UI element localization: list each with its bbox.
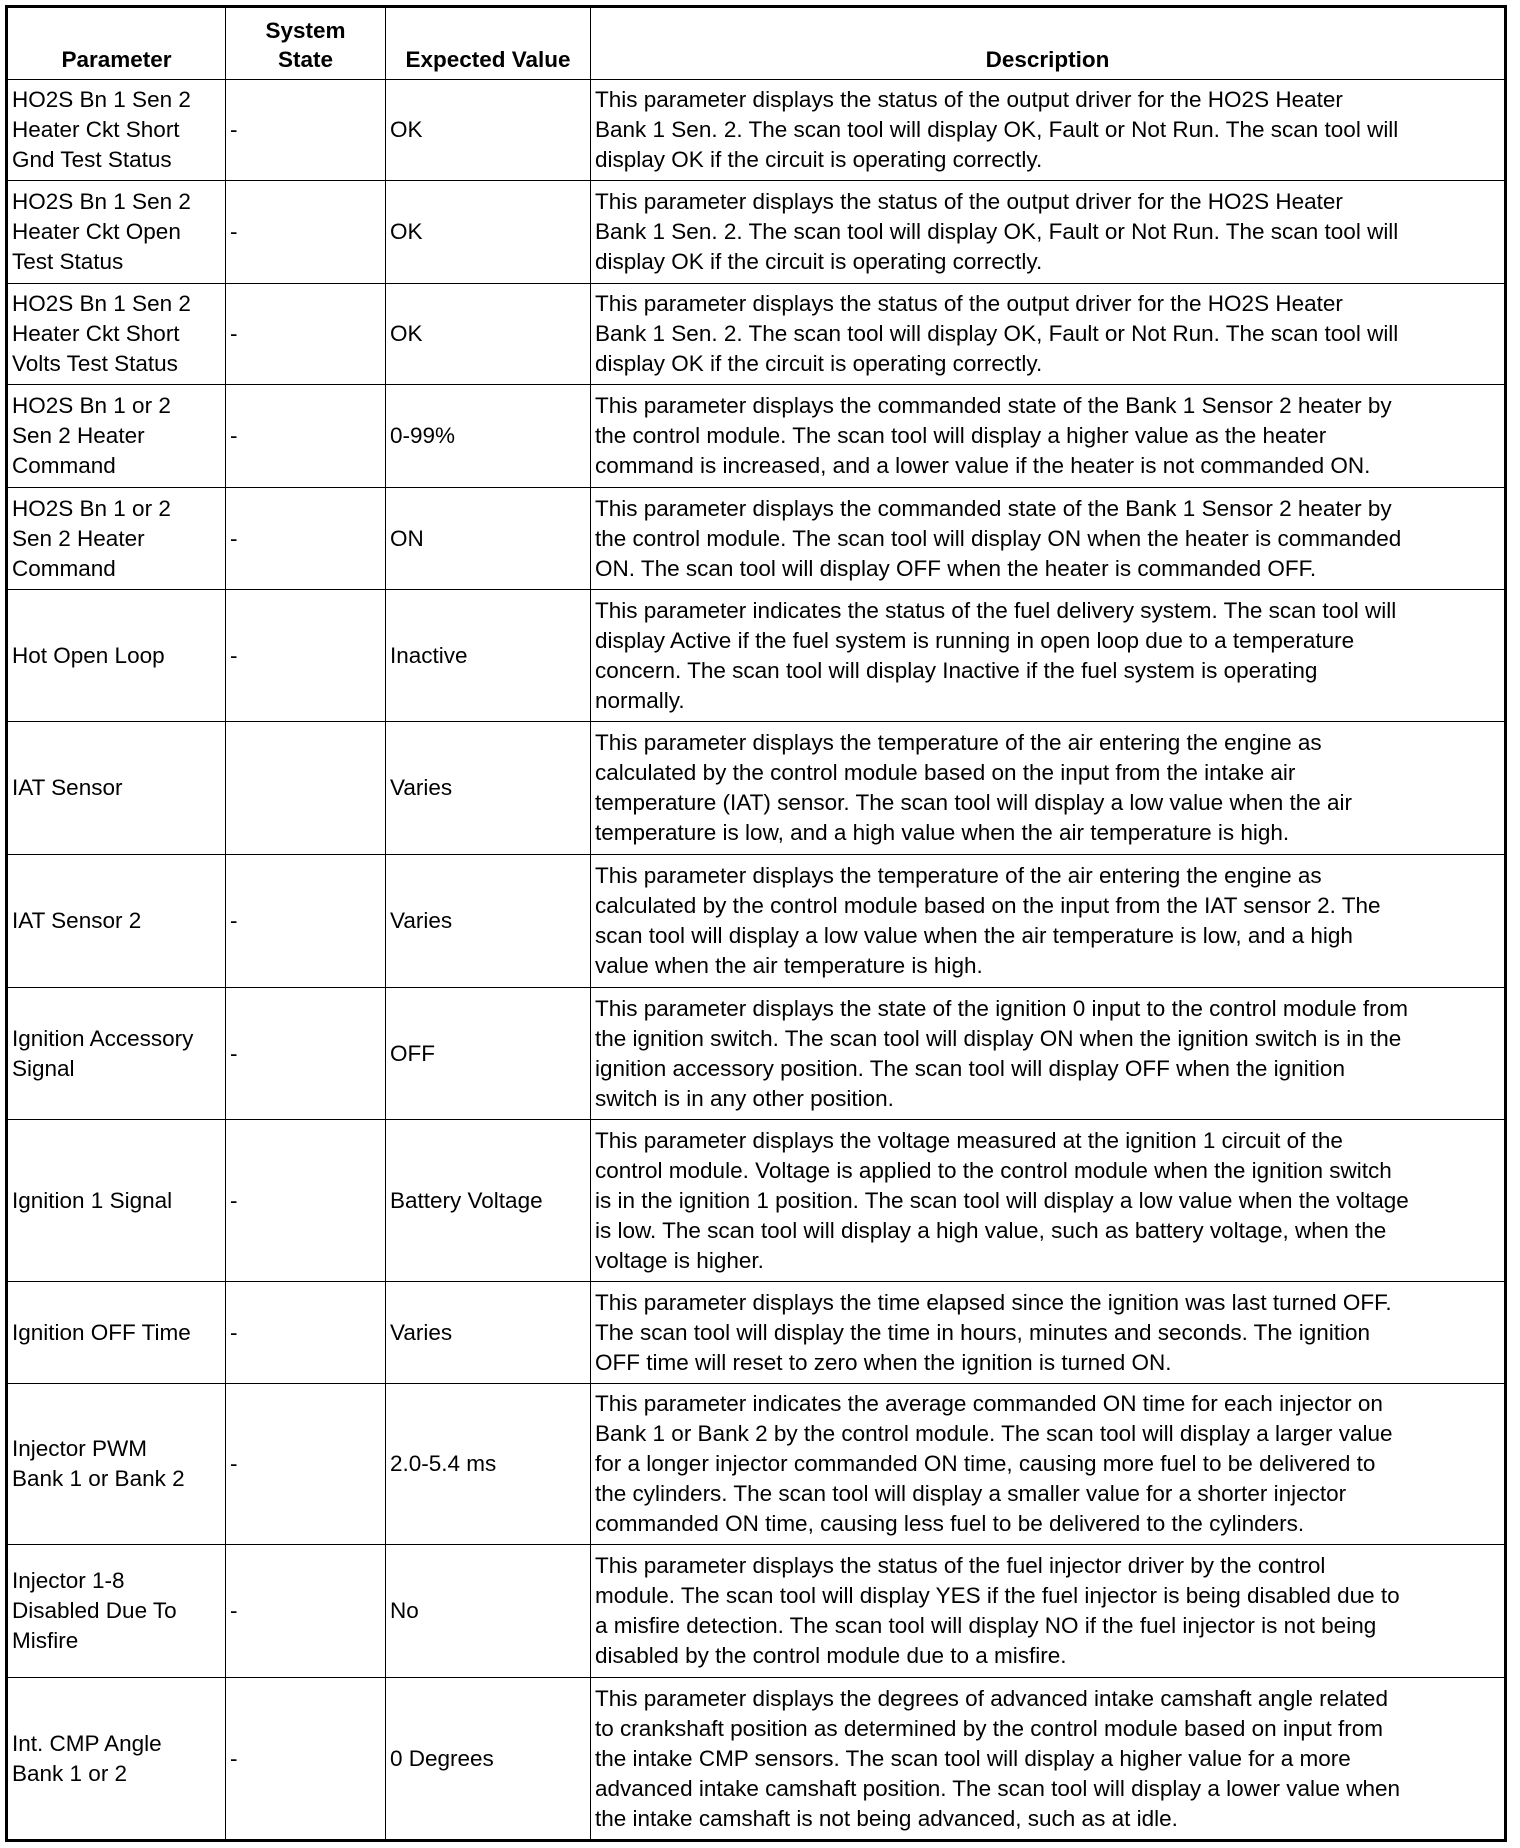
header-system-state-line: System xyxy=(265,18,346,43)
table-row xyxy=(7,284,1506,385)
table-row xyxy=(7,1384,1506,1545)
description-cell-line: value when the air temperature is high. xyxy=(595,953,983,978)
parameter-cell-line: Injector 1-8 xyxy=(12,1568,125,1593)
parameter-cell-line: Disabled Due To xyxy=(12,1598,177,1623)
description-cell-line: This parameter displays the temperature of the air entering the engine as xyxy=(595,863,1322,888)
parameter-cell-line: HO2S Bn 1 or 2 xyxy=(12,495,171,521)
description-cell-line: ON. The scan tool will display OFF when the heater is commanded OFF. xyxy=(595,555,1317,581)
description-cell-line: module. The scan tool will display YES if the fuel injector is being disabled due to xyxy=(595,1583,1400,1608)
description-cell-line: is in the ignition 1 position. The scan tool will display a low value when the voltage xyxy=(595,1187,1409,1213)
description-cell xyxy=(591,722,1506,855)
description-cell-line: voltage is higher. xyxy=(595,1247,764,1273)
description-cell xyxy=(591,488,1506,590)
description-cell-line: the intake camshaft is not being advanced, such as at idle. xyxy=(595,1805,1178,1831)
description-cell xyxy=(591,988,1506,1120)
parameter-cell xyxy=(7,590,226,722)
system-state-cell: - xyxy=(226,1120,386,1282)
description-cell-line: This parameter displays the status of the output driver for the HO2S Heater xyxy=(595,87,1343,112)
description-cell xyxy=(591,590,1506,722)
expected-value-cell: Varies xyxy=(386,855,591,988)
header-system-state-line: State xyxy=(277,47,334,72)
description-cell-line: This parameter displays the temperature of the air entering the engine as xyxy=(595,730,1322,755)
description-cell-line: Bank 1 Sen. 2. The scan tool will display OK, Fault or Not Run. The scan tool will xyxy=(595,321,1399,346)
description-cell-line: calculated by the control module based on the input from the IAT sensor 2. The xyxy=(595,893,1381,918)
parameter-cell xyxy=(7,1282,226,1384)
description-cell-line: a misfire detection. The scan tool will display NO if the fuel injector is not being xyxy=(595,1613,1377,1638)
header-parameter: Parameter xyxy=(7,7,226,80)
parameter-cell-line: Bank 1 or Bank 2 xyxy=(12,1466,185,1491)
parameter-cell-line: HO2S Bn 1 Sen 2 xyxy=(12,87,191,112)
parameter-cell xyxy=(7,80,226,181)
table-row xyxy=(7,80,1506,181)
table-row xyxy=(7,988,1506,1120)
header-system-state xyxy=(226,7,386,80)
system-state-cell: - xyxy=(226,1384,386,1545)
description-cell-line: Bank 1 Sen. 2. The scan tool will display OK, Fault or Not Run. The scan tool will xyxy=(595,219,1399,244)
expected-value-cell: Varies xyxy=(386,722,591,855)
expected-value-cell: OK xyxy=(386,181,591,284)
description-cell-line: control module. Voltage is applied to the control module when the ignition switch xyxy=(595,1157,1392,1183)
parameter-cell-line: Gnd Test Status xyxy=(12,147,172,172)
parameter-cell xyxy=(7,1678,226,1841)
parameter-cell xyxy=(7,1384,226,1545)
parameter-cell-line: Bank 1 or 2 xyxy=(12,1760,128,1786)
description-cell-line: Bank 1 Sen. 2. The scan tool will display OK, Fault or Not Run. The scan tool will xyxy=(595,117,1399,142)
description-cell-line: This parameter displays the status of the fuel injector driver by the control xyxy=(595,1553,1326,1578)
system-state-cell: - xyxy=(226,1282,386,1384)
system-state-cell: - xyxy=(226,855,386,988)
system-state-cell: - xyxy=(226,1545,386,1678)
description-cell xyxy=(591,1282,1506,1384)
system-state-cell: - xyxy=(226,385,386,488)
description-cell-line: to crankshaft position as determined by the control module based on input from xyxy=(595,1715,1383,1741)
system-state-cell: - xyxy=(226,988,386,1120)
parameter-cell-line: Hot Open Loop xyxy=(12,642,165,668)
description-cell-line: the control module. The scan tool will display a higher value as the heater xyxy=(595,423,1327,448)
system-state-cell: - xyxy=(226,488,386,590)
description-cell xyxy=(591,1384,1506,1545)
header-row xyxy=(7,7,1506,80)
parameter-cell-line: Heater Ckt Short xyxy=(12,321,180,346)
parameter-cell xyxy=(7,855,226,988)
parameter-cell xyxy=(7,181,226,284)
description-cell-line: display OK if the circuit is operating correctly. xyxy=(595,249,1043,274)
parameter-cell-line: Command xyxy=(12,555,116,581)
table-row xyxy=(7,722,1506,855)
parameter-cell-line: Int. CMP Angle xyxy=(12,1730,162,1756)
description-cell-line: This parameter displays the commanded state of the Bank 1 Sensor 2 heater by xyxy=(595,495,1392,521)
parameter-cell-line: Sen 2 Heater xyxy=(12,423,145,448)
parameter-cell-line: Ignition OFF Time xyxy=(12,1319,191,1345)
description-cell-line: The scan tool will display the time in hours, minutes and seconds. The ignition xyxy=(595,1319,1370,1345)
expected-value-cell: OFF xyxy=(386,988,591,1120)
parameter-cell xyxy=(7,988,226,1120)
table-row xyxy=(7,590,1506,722)
description-cell-line: Bank 1 or Bank 2 by the control module. The scan tool will display a larger value xyxy=(595,1421,1393,1446)
description-cell-line: the control module. The scan tool will display ON when the heater is commanded xyxy=(595,525,1402,551)
parameter-cell-line: HO2S Bn 1 Sen 2 xyxy=(12,291,191,316)
description-cell xyxy=(591,80,1506,181)
description-cell xyxy=(591,1545,1506,1678)
description-cell xyxy=(591,385,1506,488)
description-cell xyxy=(591,284,1506,385)
description-cell xyxy=(591,1120,1506,1282)
system-state-cell xyxy=(226,722,386,855)
parameter-cell-line: Ignition 1 Signal xyxy=(12,1187,173,1213)
description-cell-line: This parameter indicates the average commanded ON time for each injector on xyxy=(595,1391,1383,1416)
header-description: Description xyxy=(591,7,1506,80)
description-cell-line: switch is in any other position. xyxy=(595,1085,894,1111)
description-cell-line: temperature is low, and a high value when the air temperature is high. xyxy=(595,820,1290,845)
description-cell-line: disabled by the control module due to a misfire. xyxy=(595,1643,1067,1668)
description-cell-line: This parameter displays the state of the ignition 0 input to the control module from xyxy=(595,995,1408,1021)
expected-value-cell: ON xyxy=(386,488,591,590)
parameter-cell xyxy=(7,385,226,488)
description-cell-line: scan tool will display a low value when the air temperature is low, and a high xyxy=(595,923,1353,948)
expected-value-cell: No xyxy=(386,1545,591,1678)
table-row xyxy=(7,1120,1506,1282)
description-cell-line: command is increased, and a lower value if the heater is not commanded ON. xyxy=(595,453,1371,478)
description-cell-line: concern. The scan tool will display Inactive if the fuel system is operating xyxy=(595,657,1318,683)
parameter-cell xyxy=(7,1545,226,1678)
description-cell-line: temperature (IAT) sensor. The scan tool will display a low value when the air xyxy=(595,790,1353,815)
system-state-cell: - xyxy=(226,80,386,181)
description-cell-line: OFF time will reset to zero when the ignition is turned ON. xyxy=(595,1349,1172,1375)
parameter-cell-line: Command xyxy=(12,453,116,478)
parameter-cell-line: Injector PWM xyxy=(12,1436,148,1461)
parameter-cell xyxy=(7,1120,226,1282)
expected-value-cell: OK xyxy=(386,80,591,181)
description-cell-line: This parameter indicates the status of the fuel delivery system. The scan tool will xyxy=(595,597,1397,623)
table-row xyxy=(7,181,1506,284)
table-row xyxy=(7,855,1506,988)
description-cell-line: This parameter displays the status of the output driver for the HO2S Heater xyxy=(595,189,1343,214)
description-cell-line: for a longer injector commanded ON time, causing more fuel to be delivered to xyxy=(595,1451,1376,1476)
parameter-cell-line: Signal xyxy=(12,1055,75,1081)
description-cell-line: This parameter displays the status of the output driver for the HO2S Heater xyxy=(595,291,1343,316)
expected-value-cell: Varies xyxy=(386,1282,591,1384)
expected-value-cell: 0-99% xyxy=(386,385,591,488)
expected-value-cell: 2.0-5.4 ms xyxy=(386,1384,591,1545)
description-cell xyxy=(591,855,1506,988)
table-row xyxy=(7,1545,1506,1678)
parameter-table xyxy=(5,5,1507,1842)
parameter-cell-line: Ignition Accessory xyxy=(12,1025,194,1051)
system-state-cell: - xyxy=(226,284,386,385)
parameter-cell xyxy=(7,722,226,855)
description-cell-line: display OK if the circuit is operating correctly. xyxy=(595,147,1043,172)
system-state-cell: - xyxy=(226,1678,386,1841)
expected-value-cell: Inactive xyxy=(386,590,591,722)
description-cell-line: advanced intake camshaft position. The scan tool will display a lower value when xyxy=(595,1775,1401,1801)
header-expected-value: Expected Value xyxy=(386,7,591,80)
description-cell-line: is low. The scan tool will display a high value, such as battery voltage, when the xyxy=(595,1217,1387,1243)
parameter-cell xyxy=(7,488,226,590)
parameter-cell xyxy=(7,284,226,385)
description-cell-line: normally. xyxy=(595,687,685,713)
parameter-cell-line: Heater Ckt Open xyxy=(12,219,181,244)
description-cell-line: calculated by the control module based on the input from the intake air xyxy=(595,760,1296,785)
parameter-cell-line: HO2S Bn 1 or 2 xyxy=(12,393,171,418)
description-cell-line: the intake CMP sensors. The scan tool will display a higher value for a more xyxy=(595,1745,1351,1771)
description-cell xyxy=(591,181,1506,284)
parameter-cell-line: Test Status xyxy=(12,249,124,274)
description-cell-line: display OK if the circuit is operating correctly. xyxy=(595,351,1043,376)
table-row xyxy=(7,488,1506,590)
system-state-cell: - xyxy=(226,590,386,722)
parameter-cell-line: Sen 2 Heater xyxy=(12,525,145,551)
parameter-cell-line: HO2S Bn 1 Sen 2 xyxy=(12,189,191,214)
parameter-cell-line: IAT Sensor 2 xyxy=(12,908,142,933)
expected-value-cell: OK xyxy=(386,284,591,385)
description-cell-line: the ignition switch. The scan tool will display ON when the ignition switch is in the xyxy=(595,1025,1402,1051)
description-cell-line: display Active if the fuel system is running in open loop due to a temperature xyxy=(595,627,1355,653)
description-cell-line: ignition accessory position. The scan tool will display OFF when the ignition xyxy=(595,1055,1345,1081)
expected-value-cell: Battery Voltage xyxy=(386,1120,591,1282)
parameter-cell-line: IAT Sensor xyxy=(12,775,123,800)
description-cell-line: This parameter displays the commanded state of the Bank 1 Sensor 2 heater by xyxy=(595,393,1392,418)
description-cell-line: commanded ON time, causing less fuel to be delivered to the cylinders. xyxy=(595,1511,1305,1536)
expected-value-cell: 0 Degrees xyxy=(386,1678,591,1841)
parameter-cell-line: Volts Test Status xyxy=(12,351,178,376)
table-row xyxy=(7,1678,1506,1841)
description-cell-line: the cylinders. The scan tool will display a smaller value for a shorter injector xyxy=(595,1481,1347,1506)
parameter-cell-line: Heater Ckt Short xyxy=(12,117,180,142)
parameter-cell-line: Misfire xyxy=(12,1628,79,1653)
system-state-cell: - xyxy=(226,181,386,284)
table-row xyxy=(7,1282,1506,1384)
description-cell-line: This parameter displays the voltage measured at the ignition 1 circuit of the xyxy=(595,1127,1343,1153)
description-cell xyxy=(591,1678,1506,1841)
description-cell-line: This parameter displays the time elapsed since the ignition was last turned OFF. xyxy=(595,1289,1392,1315)
table-row xyxy=(7,385,1506,488)
description-cell-line: This parameter displays the degrees of advanced intake camshaft angle related xyxy=(595,1685,1388,1711)
